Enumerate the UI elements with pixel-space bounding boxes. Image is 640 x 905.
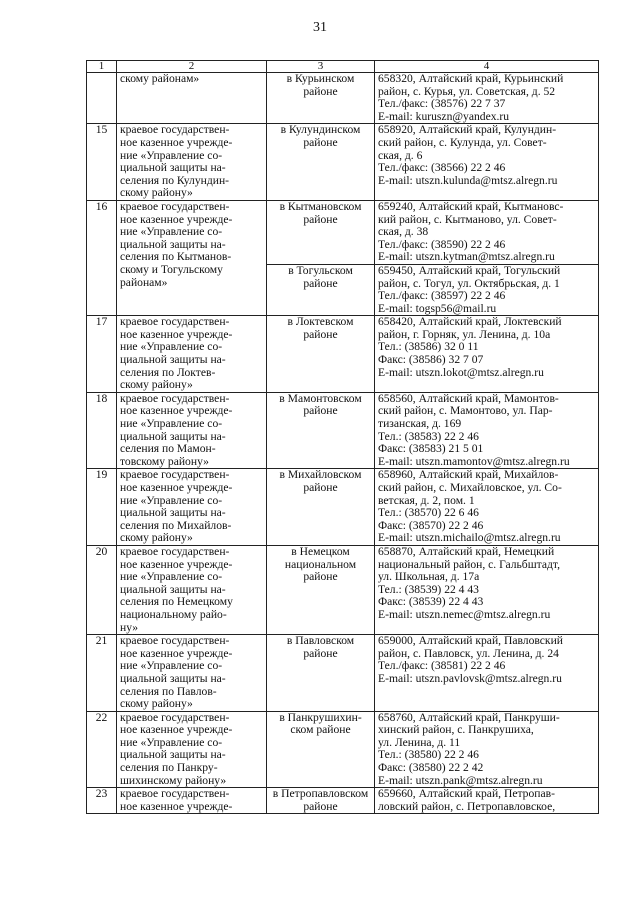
address-line: 659660, Алтайский край, Петропав-	[378, 788, 555, 801]
address-cell	[375, 711, 599, 788]
table-row	[87, 469, 599, 546]
row-number-cell: 22	[87, 711, 117, 788]
table-row	[87, 545, 599, 634]
institution-name-cell	[117, 788, 267, 814]
institution-name-line: краевое государствен-	[120, 392, 230, 405]
address-line: район, с. Тогул, ул. Октябрьская, д. 1	[378, 277, 560, 290]
institution-name-line: ное казенное учрежде-	[120, 213, 233, 226]
district-line: в Локтевском	[287, 316, 354, 329]
address-line: Факс: (38539) 22 4 43	[378, 596, 484, 609]
address-line: ский район, с. Михайловское, ул. Со-	[378, 482, 562, 494]
institution-name-line: товскому району»	[120, 455, 209, 468]
address-cell	[375, 545, 599, 634]
institution-name-line: селения по Локтев-	[120, 366, 216, 379]
row-number-cell	[87, 73, 117, 124]
district-line: районе	[303, 647, 338, 660]
institution-name-cell	[117, 200, 267, 315]
address-line: 658320, Алтайский край, Курьинский	[378, 73, 564, 85]
address-line: Тел./факс: (38576) 22 7 37	[378, 98, 506, 111]
institution-name-line: ное казенное учрежде-	[120, 724, 233, 737]
column-number-header: 4	[375, 61, 599, 73]
institution-name-line: циальной защиты на-	[120, 354, 226, 367]
institution-name-line: скому районам»	[120, 73, 200, 85]
institution-name-line: ное казенное учрежде-	[120, 800, 233, 813]
institution-name-cell	[117, 73, 267, 124]
address-line: Тел./факс: (38581) 22 2 46	[378, 660, 506, 673]
institution-name-line: селения по Кытманов-	[120, 251, 232, 264]
address-cell	[375, 264, 599, 315]
table-header-row	[87, 61, 599, 73]
institution-name-cell	[117, 635, 267, 712]
column-number-header: 2	[117, 61, 267, 73]
institution-name-line: ное казенное учрежде-	[120, 405, 233, 418]
address-line: Тел.: (38539) 22 4 43	[378, 583, 479, 596]
address-line: E-mail: utszn.pavlovsk@mtsz.alregn.ru	[378, 672, 562, 685]
institution-name-line: скому району»	[120, 379, 193, 392]
row-number-cell: 18	[87, 392, 117, 469]
table-row	[87, 788, 599, 814]
address-line: ская, д. 38	[378, 226, 429, 239]
institution-name-line: скому району»	[120, 698, 193, 711]
row-number-cell: 16	[87, 200, 117, 315]
address-line: 658870, Алтайский край, Немецкий	[378, 545, 555, 558]
district-line: районе	[303, 328, 338, 341]
institution-name-line: скому и Тогульскому	[120, 263, 223, 276]
institution-name-line: ние «Управление со-	[120, 226, 223, 239]
institution-name-cell	[117, 316, 267, 393]
address-line: ул. Школьная, д. 17а	[378, 571, 480, 584]
table-row	[87, 73, 599, 124]
address-line: тизанская, д. 169	[378, 418, 462, 431]
address-line: E-mail: utszn.michailo@mtsz.alregn.ru	[378, 532, 561, 545]
district-line: районе	[303, 213, 338, 226]
institution-name-cell	[117, 545, 267, 634]
address-line: E-mail: utszn.kytman@mtsz.alregn.ru	[378, 251, 555, 264]
institution-name-line: селения по Мамон-	[120, 443, 216, 456]
address-line: ская, д. 6	[378, 149, 423, 162]
district-cell	[267, 392, 375, 469]
institution-name-line: циальной защиты на-	[120, 507, 226, 520]
address-line: национальный район, с. Гальбштадт,	[378, 558, 560, 571]
district-line: в Кулундинском	[280, 124, 361, 137]
district-cell	[267, 635, 375, 712]
institution-name-line: шихинскому району»	[120, 774, 227, 787]
address-cell	[375, 392, 599, 469]
district-cell	[267, 200, 375, 264]
row-number-cell: 17	[87, 316, 117, 393]
table-row	[87, 316, 599, 393]
district-line: в Михайловском	[279, 469, 362, 482]
institution-name-line: ние «Управление со-	[120, 571, 223, 584]
address-line: Факс: (38583) 21 5 01	[378, 443, 484, 456]
address-line: 658760, Алтайский край, Панкруши-	[378, 711, 560, 724]
table-row	[87, 392, 599, 469]
address-cell	[375, 200, 599, 264]
address-line: район, с. Курья, ул. Советская, д. 52	[378, 85, 556, 98]
district-line: в Панкрушихин-	[279, 711, 362, 724]
institution-name-line: ну»	[120, 621, 139, 634]
institution-name-line: ное казенное учрежде-	[120, 647, 233, 660]
address-line: E-mail: utszn.lokot@mtsz.alregn.ru	[378, 366, 544, 379]
institution-name-line: селения по Павлов-	[120, 685, 217, 698]
row-number-cell: 20	[87, 545, 117, 634]
institution-name-line: краевое государствен-	[120, 545, 230, 558]
table-row	[87, 124, 599, 201]
address-line: E-mail: utszn.mamontov@mtsz.alregn.ru	[378, 455, 570, 468]
institution-name-cell	[117, 711, 267, 788]
district-line: районе	[303, 85, 338, 98]
institution-name-line: циальной защиты на-	[120, 238, 226, 251]
address-line: Тел.: (38583) 22 2 46	[378, 430, 479, 443]
institution-name-line: селения по Панкру-	[120, 762, 218, 775]
row-number-cell: 23	[87, 788, 117, 814]
district-line: районе	[303, 277, 338, 290]
district-line: районе	[303, 482, 338, 494]
institution-name-line: ние «Управление со-	[120, 494, 223, 507]
address-line: E-mail: utszn.nemec@mtsz.alregn.ru	[378, 608, 551, 621]
institution-name-line: краевое государствен-	[120, 124, 230, 137]
address-line: E-mail: utszn.kulunda@mtsz.alregn.ru	[378, 174, 558, 187]
table-row	[87, 635, 599, 712]
institution-name-line: селения по Кулундин-	[120, 174, 230, 187]
district-cell	[267, 469, 375, 546]
address-cell	[375, 316, 599, 393]
institution-name-line: скому району»	[120, 532, 193, 545]
institution-name-line: краевое государствен-	[120, 316, 230, 329]
address-line: хинский район, с. Панкрушиха,	[378, 724, 534, 737]
address-line: Факс: (38570) 22 2 46	[378, 519, 484, 532]
address-line: ский район, с. Мамонтово, ул. Пар-	[378, 405, 553, 418]
institution-name-line: селения по Михайлов-	[120, 519, 232, 532]
address-line: 658960, Алтайский край, Михайлов-	[378, 469, 559, 482]
row-number-cell: 21	[87, 635, 117, 712]
address-line: Тел.: (38580) 22 2 46	[378, 749, 479, 762]
district-line: районе	[303, 136, 338, 149]
institution-name-line: краевое государствен-	[120, 635, 230, 648]
institution-name-line: ние «Управление со-	[120, 736, 223, 749]
address-cell	[375, 469, 599, 546]
institution-name-line: национальному райо-	[120, 608, 227, 621]
address-line: кий район, с. Кытманово, ул. Совет-	[378, 213, 557, 226]
column-number-header: 3	[267, 61, 375, 73]
address-line: ский район, с. Кулунда, ул. Совет-	[378, 136, 547, 149]
district-line: районе	[303, 800, 338, 813]
institution-name-line: краевое государствен-	[120, 788, 230, 801]
row-number-cell: 19	[87, 469, 117, 546]
district-line: районе	[303, 405, 338, 418]
address-line: Тел.: (38570) 22 6 46	[378, 507, 479, 520]
institutions-table	[86, 60, 599, 814]
address-line: Тел./факс: (38597) 22 2 46	[378, 290, 506, 303]
district-cell	[267, 545, 375, 634]
district-line: в Петропавловском	[272, 788, 369, 801]
institution-name-line: циальной защиты на-	[120, 430, 226, 443]
address-line: ул. Ленина, д. 11	[378, 736, 461, 749]
address-line: E-mail: utszn.pank@mtsz.alregn.ru	[378, 774, 543, 787]
district-line: в Кытмановском	[279, 200, 362, 213]
institution-name-line: скому району»	[120, 187, 193, 200]
institution-name-line: ние «Управление со-	[120, 418, 223, 431]
institution-name-line: селения по Немецкому	[120, 596, 233, 609]
district-cell	[267, 316, 375, 393]
address-line: 658420, Алтайский край, Локтевский	[378, 316, 562, 329]
address-line: ловский район, с. Петропавловское,	[378, 800, 556, 813]
address-line: E-mail: kuruszn@yandex.ru	[378, 110, 510, 123]
institution-name-line: циальной защиты на-	[120, 583, 226, 596]
institution-name-line: ное казенное учрежде-	[120, 328, 233, 341]
district-line: в Мамонтовском	[279, 392, 362, 405]
institution-name-line: циальной защиты на-	[120, 672, 226, 685]
district-line: в Немецком	[291, 545, 350, 558]
address-cell	[375, 788, 599, 814]
district-line: национальном	[284, 558, 357, 571]
address-line: Факс: (38580) 22 2 42	[378, 762, 484, 775]
address-line: Факс: (38586) 32 7 07	[378, 354, 484, 367]
address-line: ветская, д. 2, пом. 1	[378, 494, 475, 507]
address-line: Тел./факс: (38566) 22 2 46	[378, 162, 506, 175]
table-row	[87, 200, 599, 264]
institution-name-line: краевое государствен-	[120, 200, 230, 213]
address-line: Тел.: (38586) 32 0 11	[378, 341, 479, 354]
institution-name-line: ние «Управление со-	[120, 149, 223, 162]
institution-name-line: циальной защиты на-	[120, 162, 226, 175]
institution-name-line: ное казенное учрежде-	[120, 482, 233, 494]
district-cell	[267, 788, 375, 814]
district-cell	[267, 124, 375, 201]
address-line: Тел./факс: (38590) 22 2 46	[378, 238, 506, 251]
institution-name-line: районам»	[120, 276, 168, 289]
address-line: 659000, Алтайский край, Павловский	[378, 635, 563, 648]
address-line: 658920, Алтайский край, Кулундин-	[378, 124, 557, 137]
institution-name-line: циальной защиты на-	[120, 749, 226, 762]
address-cell	[375, 124, 599, 201]
address-line: E-mail: togsp56@mail.ru	[378, 302, 497, 315]
institution-name-line: краевое государствен-	[120, 711, 230, 724]
address-line: район, с. Павловск, ул. Ленина, д. 24	[378, 647, 559, 660]
institution-name-cell	[117, 469, 267, 546]
institution-name-line: ное казенное учрежде-	[120, 136, 233, 149]
district-cell	[267, 711, 375, 788]
institution-name-cell	[117, 392, 267, 469]
district-cell	[267, 264, 375, 315]
row-number-cell: 15	[87, 124, 117, 201]
table-row	[87, 711, 599, 788]
district-line: в Тогульском	[288, 264, 353, 277]
address-line: 659240, Алтайский край, Кытмановс-	[378, 200, 564, 213]
institution-name-line: ное казенное учрежде-	[120, 558, 233, 571]
institution-name-line: ние «Управление со-	[120, 660, 223, 673]
column-number-header: 1	[87, 61, 117, 73]
institution-name-line: ние «Управление со-	[120, 341, 223, 354]
page-number: 31	[313, 20, 327, 35]
institution-name-cell	[117, 124, 267, 201]
address-cell	[375, 73, 599, 124]
district-line: ском районе	[290, 724, 351, 737]
address-line: район, г. Горняк, ул. Ленина, д. 10а	[378, 328, 551, 341]
institution-name-line: краевое государствен-	[120, 469, 230, 482]
district-line: в Курьинском	[286, 73, 355, 85]
address-line: 658560, Алтайский край, Мамонтов-	[378, 392, 559, 405]
district-line: районе	[303, 571, 338, 584]
address-cell	[375, 635, 599, 712]
address-line: 659450, Алтайский край, Тогульский	[378, 264, 561, 277]
district-line: в Павловском	[286, 635, 355, 648]
district-cell	[267, 73, 375, 124]
